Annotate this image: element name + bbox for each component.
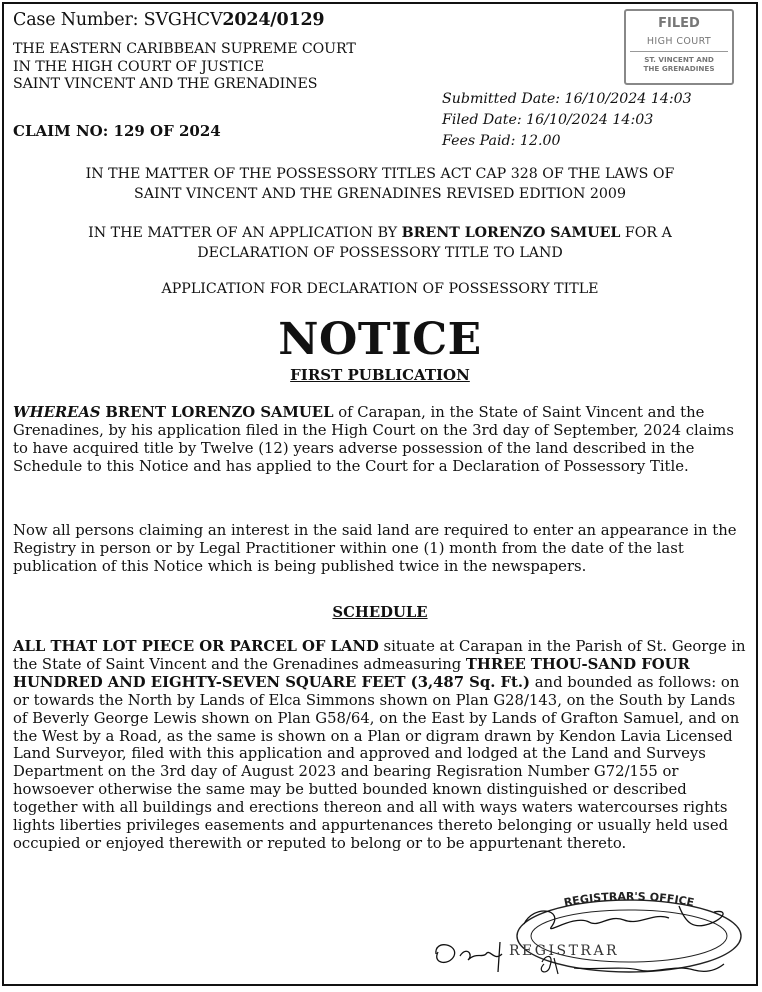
submitted-date: Submitted Date: 16/10/2024 14:03: [442, 91, 692, 107]
registrar-label: REGISTRAR: [509, 943, 620, 959]
stamp-region-line-1: ST. VINCENT AND: [644, 55, 714, 64]
stamp-region: [630, 51, 728, 73]
schedule-paragraph: [13, 638, 753, 853]
whereas-word: WHEREAS: [13, 404, 101, 421]
matter-application-line-2: DECLARATION OF POSSESSORY TITLE TO LAND: [197, 245, 563, 261]
registrar-signature-stamp: [424, 884, 754, 984]
matter-application: [4, 223, 756, 263]
schedule-area: THREE THOU-SAND FOUR HUNDRED AND EIGHTY-SEVEN SQUARE FEET (3,487 Sq. Ft.): [13, 655, 690, 691]
schedule-heading: SCHEDULE: [332, 604, 428, 621]
filing-dates: [442, 89, 692, 152]
case-label: Case Number: SVGHCV: [13, 10, 223, 30]
matter-act-line-1: IN THE MATTER OF THE POSSESSORY TITLES ACT CAP 328 OF THE LAWS OF: [85, 166, 675, 182]
schedule-text-2: and bounded as follows: on or towards the North by Lands of Elca Simmons shown on Plan G28/143, on the South by Lands of Beverly George Lewis shown on Plan G58/64, on the East by Lands of Grafton Samuel, and on the West by a Road, as the same is shown on a Plan or digram drawn by Kendon Lavia Licensed Land Surveyor, filed with this application and approved and lodged at the Land and Surveys Department on the 3rd day of August 2023 and bearing Regisration Number G72/155 or howsoever otherwise the same may be butted bounded known distinguished or described together with all buildings and erections thereon and all with ways waters watercourses rights lights liberties privileges easements and appurtenances thereto belonging or usually held used occupied or enjoyed therewith or reputed to belong or to be appurtenant thereto.: [13, 673, 740, 852]
court-line-2: IN THE HIGH COURT OF JUSTICE: [13, 58, 265, 75]
stamp-title: FILED: [658, 16, 700, 31]
stamp-court: HIGH COURT: [646, 36, 712, 47]
case-number-value: 2024/0129: [222, 10, 325, 30]
notice-page: [2, 2, 758, 986]
filed-date: Filed Date: 16/10/2024 14:03: [442, 112, 654, 128]
notice-title: NOTICE: [278, 314, 482, 365]
matter-application-prefix: IN THE MATTER OF AN APPLICATION BY: [88, 225, 402, 241]
court-name: [13, 41, 356, 94]
schedule-lead: ALL THAT LOT PIECE OR PARCEL OF LAND: [13, 638, 379, 655]
claim-number: CLAIM NO: 129 OF 2024: [13, 122, 221, 140]
matter-act: [4, 164, 756, 204]
fees-paid: Fees Paid: 12.00: [442, 133, 561, 149]
whereas-text: of Carapan, in the State of Saint Vincent and the Grenadines, by his application filed in the High Court on the 3rd day of September, 2024 claims to have acquired title by Twelve (12) years adverse possession of the land described in the Schedule to this Notice and has applied to the Court for a Declaration of Possessory Title.: [13, 404, 734, 475]
court-line-3: SAINT VINCENT AND THE GRENADINES: [13, 76, 318, 92]
notice-subtitle: FIRST PUBLICATION: [290, 366, 470, 384]
registrar-office-stamp-text: REGISTRAR'S OFFICE: [562, 889, 696, 910]
schedule-text-1: situate at Carapan in the Parish of St. George in the State of Saint Vincent and the Grenadines admeasuring: [13, 638, 746, 673]
whereas-paragraph: [13, 404, 753, 476]
stamp-region-line-2: THE GRENADINES: [643, 64, 715, 73]
matter-act-line-2: SAINT VINCENT AND THE GRENADINES REVISED EDITION 2009: [134, 186, 626, 202]
claims-paragraph: Now all persons claiming an interest in the said land are required to enter an appearance in the Registry in person or by Legal Practitioner within one (1) month from the date of the last publication of this Notice which is being published twice in the newspapers.: [13, 522, 737, 575]
applicant-name: BRENT LORENZO SAMUEL: [401, 225, 621, 241]
matter-application-line-1: [4, 223, 756, 243]
applicant-name-body: BRENT LORENZO SAMUEL: [105, 404, 334, 421]
application-title: APPLICATION FOR DECLARATION OF POSSESSORY TITLE: [161, 281, 599, 297]
matter-application-suffix: FOR A: [620, 225, 672, 241]
court-line-1: THE EASTERN CARIBBEAN SUPREME COURT: [13, 41, 356, 57]
case-number: [13, 10, 324, 30]
filed-stamp: [624, 9, 734, 85]
